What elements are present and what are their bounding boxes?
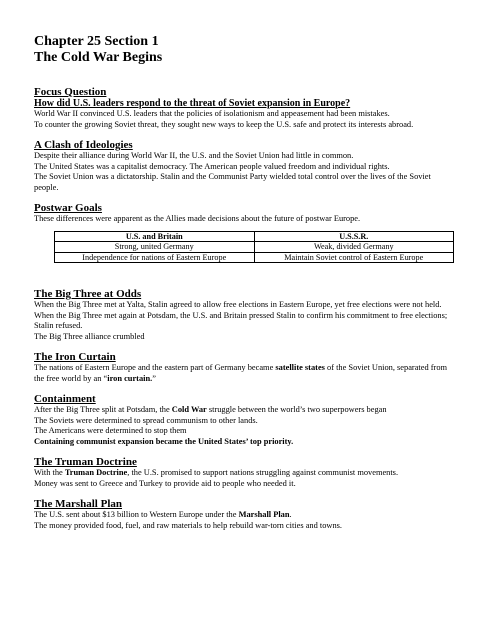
term-iron-curtain: iron curtain.: [107, 373, 153, 383]
postwar-section: [34, 202, 457, 279]
table-header-row: [55, 231, 454, 242]
iron-paragraph: The nations of Eastern Europe and the eastern part of Germany became satellite states of the Soviet Union, separated from the free world by an “iron curtain.”: [34, 363, 448, 383]
clash-line: Despite their alliance during World War II, the U.S. and the Soviet Union had little in common.: [34, 151, 354, 160]
truman-line: Money was sent to Greece and Turkey to provide aid to people who needed it.: [34, 478, 296, 488]
bigthree-section: [34, 288, 457, 342]
postwar-line: These differences were apparent as the Allies made decisions about the future of postwar Europe.: [34, 214, 361, 223]
focus-question: How did U.S. leaders respond to the threat of Soviet expansion in Europe?: [34, 98, 351, 109]
containment-paragraph: After the Big Three split at Potsdam, the Cold War struggle between the world’s two superpowers began: [34, 405, 387, 414]
iron-heading: The Iron Curtain: [34, 351, 116, 363]
table-cell: Weak, divided Germany: [254, 242, 454, 253]
term-marshall-plan: Marshall Plan: [238, 510, 290, 519]
table-row: [55, 242, 454, 253]
truman-paragraph: With the Truman Doctrine, the U.S. promised to support nations struggling against communist movements.: [34, 468, 399, 477]
containment-heading: Containment: [34, 393, 96, 405]
marshall-heading: The Marshall Plan: [34, 498, 123, 510]
marshall-section: [34, 498, 457, 531]
focus-line: World War II convinced U.S. leaders that the policies of isolationism and appeasement had been mistakes.: [34, 109, 390, 118]
truman-heading: The Truman Doctrine: [34, 456, 137, 468]
bigthree-heading: The Big Three at Odds: [34, 288, 142, 300]
truman-section: [34, 456, 457, 489]
containment-section: [34, 393, 457, 447]
table-row: [55, 252, 454, 263]
focus-heading: Focus Question: [34, 86, 107, 98]
marshall-line: The money provided food, fuel, and raw materials to help rebuild war-torn cities and towns.: [34, 520, 342, 530]
bigthree-line: When the Big Three met again at Potsdam, the U.S. and Britain pressed Stalin to confirm his commitment to free elections; Stalin refused.: [34, 310, 448, 330]
postwar-heading: Postwar Goals: [34, 202, 102, 214]
term-cold-war: Cold War: [171, 405, 207, 414]
section-title: The Cold War Begins: [34, 50, 163, 65]
clash-line: The Soviet Union was a dictatorship. Stalin and the Communist Party wielded total control over the lives of the Soviet people.: [34, 172, 431, 192]
term-satellite-states: satellite states: [275, 363, 325, 372]
clash-line: The United States was a capitalist democracy. The American people valued freedom and individual rights.: [34, 161, 390, 171]
containment-line: The Americans were determined to stop them: [34, 426, 187, 435]
table-header: U.S.S.R.: [254, 231, 454, 242]
bigthree-line: The Big Three alliance crumbled: [34, 331, 145, 341]
clash-heading: A Clash of Ideologies: [34, 139, 133, 151]
containment-line: The Soviets were determined to spread communism to other lands.: [34, 415, 258, 425]
table-cell: Maintain Soviet control of Eastern Europe: [254, 252, 454, 263]
term-truman-doctrine: Truman Doctrine: [64, 468, 128, 477]
containment-key-line: Containing communist expansion became the United States’ top priority.: [34, 436, 294, 446]
bigthree-line: When the Big Three met at Yalta, Stalin agreed to allow free elections in Eastern Europe, yet free elections were not held.: [34, 300, 442, 309]
focus-section: [34, 86, 457, 130]
marshall-paragraph: The U.S. sent about $13 billion to Western Europe under the Marshall Plan.: [34, 510, 292, 519]
table-cell: Independence for nations of Eastern Europe: [55, 252, 255, 263]
clash-section: [34, 139, 457, 193]
chapter-title: Chapter 25 Section 1: [34, 34, 159, 49]
focus-line: To counter the growing Soviet threat, they sought new ways to keep the U.S. safe and protect its interests abroad.: [34, 119, 414, 129]
postwar-goals-table: [54, 231, 454, 264]
table-header: U.S. and Britain: [55, 231, 255, 242]
iron-section: [34, 351, 457, 384]
table-cell: Strong, united Germany: [55, 242, 255, 253]
